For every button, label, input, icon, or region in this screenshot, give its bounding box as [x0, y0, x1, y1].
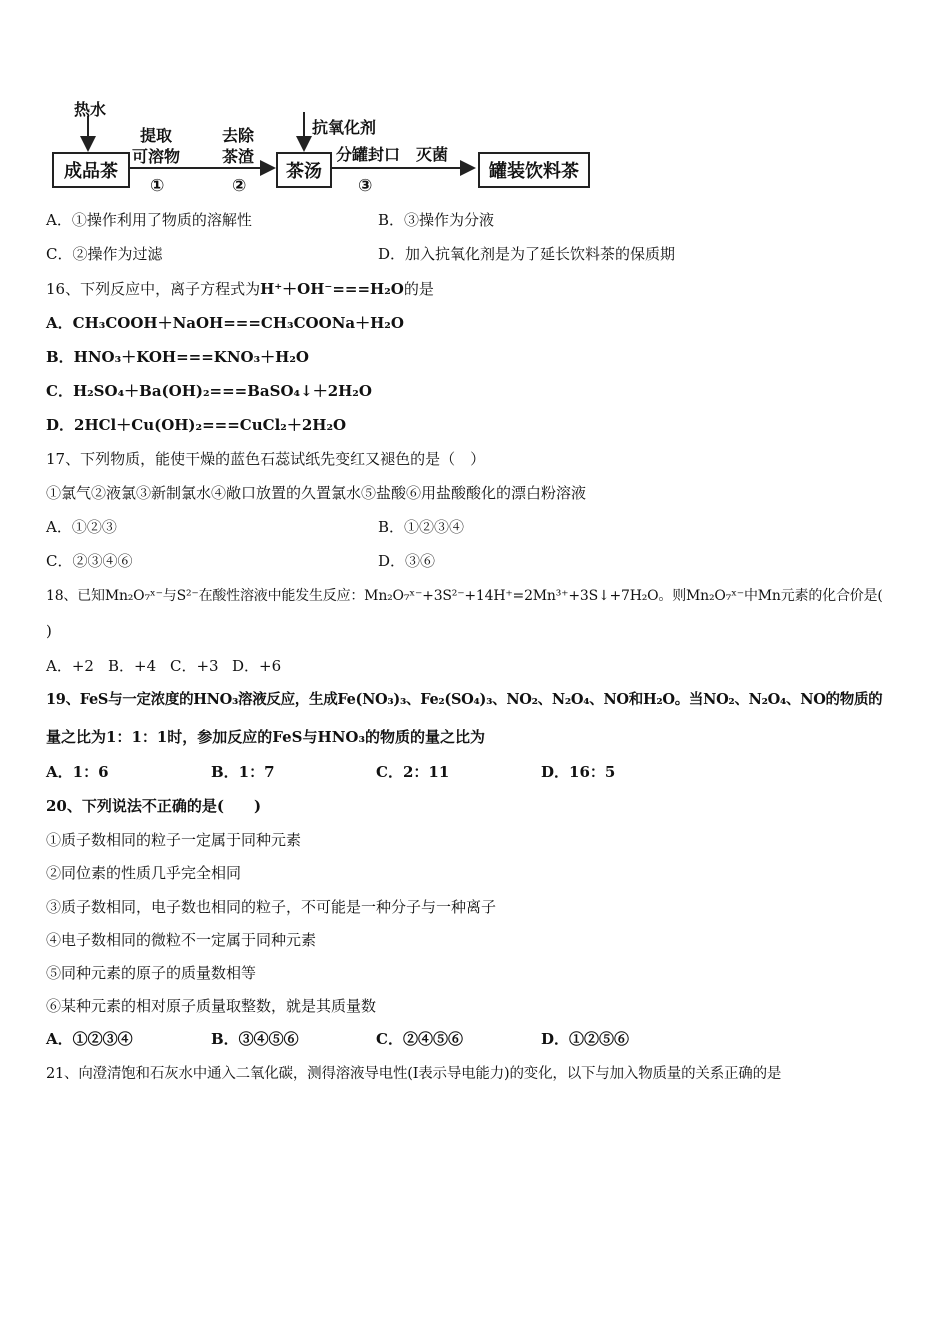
- finished-tea-box: 成品茶: [52, 152, 130, 188]
- q17-stem: 17、下列物质，能使干燥的蓝色石蕊试纸先变红又褪色的是（ ）: [46, 450, 486, 468]
- q20-option-c: C．②④⑤⑥: [376, 1030, 463, 1048]
- q19-stem-line1: 19、FeS与一定浓度的HNO₃溶液反应，生成Fe(NO₃)₃、Fe₂(SO₄)₃、NO₂、N₂O₄、NO和H₂O。当NO₂、N₂O₄、NO的物质的: [46, 691, 883, 708]
- q20-option-b: B．③④⑤⑥: [211, 1030, 299, 1048]
- q20-statement-3: ③质子数相同，电子数也相同的粒子，不可能是一种分子与一种离子: [46, 898, 497, 916]
- q20-statement-2: ②同位素的性质几乎完全相同: [46, 864, 242, 882]
- antioxidant-label: 抗氧化剂: [312, 118, 377, 137]
- q18-option-c: C．+3: [170, 657, 219, 675]
- q15-option-c: C．②操作为过滤: [46, 245, 163, 263]
- hot-water-label: 热水: [74, 100, 107, 119]
- q17-items: ①氯气②液氯③新制氯水④敞口放置的久置氯水⑤盐酸⑥用盐酸酸化的漂白粉溶液: [46, 484, 587, 502]
- step3-number: ③: [358, 176, 373, 196]
- q16-option-a: A．CH₃COOH＋NaOH===CH₃COONa＋H₂O: [46, 314, 404, 332]
- q16-option-c: C．H₂SO₄＋Ba(OH)₂===BaSO₄↓＋2H₂O: [46, 382, 372, 400]
- q19-option-d: D．16：5: [541, 763, 616, 781]
- q20-option-a: A．①②③④: [46, 1030, 133, 1048]
- step2-label-line2: 茶渣: [222, 147, 255, 166]
- q16-stem-equation: H⁺＋OH⁻===H₂O: [260, 280, 404, 298]
- q15-option-d: D．加入抗氧化剂是为了延长饮料茶的保质期: [378, 245, 676, 263]
- tea-soup-box: 茶汤: [276, 152, 332, 188]
- canned-tea-box: 罐装饮料茶: [478, 152, 590, 188]
- step1-label-line2: 可溶物: [132, 147, 181, 166]
- tea-process-diagram: [46, 98, 606, 198]
- q18-stem-line2: ): [46, 622, 52, 640]
- q17-option-d: D．③⑥: [378, 552, 436, 570]
- step2-label-line1: 去除: [222, 126, 255, 145]
- q19-option-a: A．1：6: [46, 763, 109, 781]
- q18-option-a: A．+2: [46, 657, 94, 675]
- q20-statement-6: ⑥某种元素的相对原子质量取整数，就是其质量数: [46, 997, 377, 1015]
- q18-stem-line1: 18、已知Mn₂O₇ˣ⁻与S²⁻在酸性溶液中能发生反应：Mn₂O₇ˣ⁻+3S²⁻+14H⁺=2Mn³⁺+3S↓+7H₂O。则Mn₂O₇ˣ⁻中Mn元素的化合价是(: [46, 588, 883, 604]
- q16-stem-post: 的是: [403, 280, 434, 298]
- q18-option-d: D．+6: [232, 657, 282, 675]
- step2-number: ②: [232, 176, 247, 196]
- q17-option-b: B．①②③④: [378, 518, 465, 536]
- q19-option-b: B．1：7: [211, 763, 275, 781]
- q20-statement-5: ⑤同种元素的原子的质量数相等: [46, 964, 257, 982]
- q16-option-d: D．2HCl＋Cu(OH)₂===CuCl₂＋2H₂O: [46, 416, 347, 434]
- q18-option-b: B．+4: [108, 657, 157, 675]
- q20-statement-4: ④电子数相同的微粒不一定属于同种元素: [46, 931, 317, 949]
- q20-option-d: D．①②⑤⑥: [541, 1030, 630, 1048]
- q21-stem: 21、向澄清饱和石灰水中通入二氧化碳，测得溶液导电性(I表示导电能力)的变化，以下与加入物质量的关系正确的是: [46, 1066, 782, 1082]
- q19-stem-line2: 量之比为1：1：1时，参加反应的FeS与HNO₃的物质的量之比为: [46, 728, 486, 746]
- q15-option-b: B．③操作为分液: [378, 211, 495, 229]
- q19-option-c: C．2：11: [376, 763, 450, 781]
- q19-options: [46, 762, 615, 782]
- step1-number: ①: [150, 176, 165, 196]
- q18-options: [46, 656, 281, 676]
- q20-options: [46, 1029, 629, 1049]
- q17-option-c: C．②③④⑥: [46, 552, 133, 570]
- q16-option-b: B．HNO₃＋KOH===KNO₃＋H₂O: [46, 348, 309, 366]
- sterilize-label: 灭菌: [416, 145, 449, 164]
- q17-option-a: A．①②③: [46, 518, 117, 536]
- q20-stem: 20、下列说法不正确的是( ): [46, 797, 262, 815]
- step3-label: 分罐封口: [336, 145, 401, 164]
- q16-stem-pre: 16、下列反应中，离子方程式为: [46, 280, 261, 298]
- step1-label-line1: 提取: [140, 126, 173, 145]
- q20-statement-1: ①质子数相同的粒子一定属于同种元素: [46, 831, 302, 849]
- q16-stem: [46, 279, 434, 299]
- q15-option-a: A．①操作利用了物质的溶解性: [46, 211, 252, 229]
